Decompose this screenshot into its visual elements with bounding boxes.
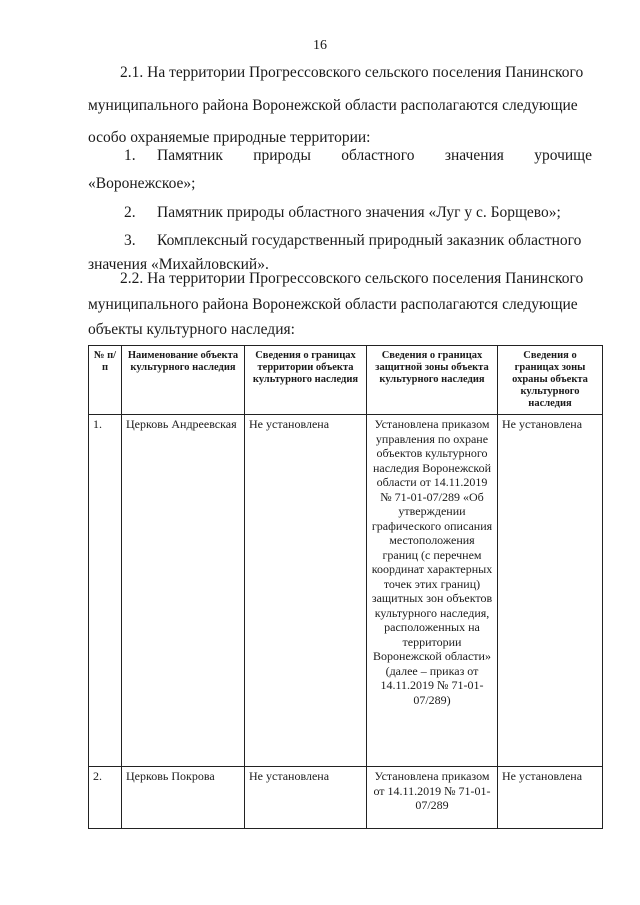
header-territory: Сведения о границах территории объекта культурного наследия <box>245 346 367 415</box>
word: урочище <box>534 147 592 164</box>
table-row <box>89 767 603 829</box>
cell-territory: Не установлена <box>245 415 367 767</box>
protected-area-1-line-1 <box>157 144 592 168</box>
page-number: 16 <box>313 38 327 53</box>
cell-number: 1. <box>89 415 122 767</box>
cell-security-zone: Не установлена <box>498 415 603 767</box>
cell-name: Церковь Покрова <box>122 767 245 829</box>
cell-territory: Не установлена <box>245 767 367 829</box>
header-number: № п/п <box>89 346 122 415</box>
header-name: Наименование объекта культурного наследия <box>122 346 245 415</box>
section-2-2-line-2: муниципального района Воронежской области располагаются следующие <box>88 296 578 313</box>
cell-number: 2. <box>89 767 122 829</box>
section-2-1-line-1: 2.1. На территории Прогрессовского сельского поселения Панинского <box>120 64 584 81</box>
protected-area-3-number: 3. <box>124 232 136 249</box>
cell-name: Церковь Андреевская <box>122 415 245 767</box>
section-2-2-line-3: объекты культурного наследия: <box>88 321 295 338</box>
header-security-zone: Сведения о границах зоны охраны объекта культурного наследия <box>498 346 603 415</box>
section-2-2-line-1: 2.2. На территории Прогрессовского сельского поселения Панинского <box>120 270 584 287</box>
section-2-1-line-2: муниципального района Воронежской области располагаются следующие <box>88 97 578 114</box>
heritage-table <box>88 345 603 829</box>
protected-area-1-number: 1. <box>124 147 136 164</box>
word: природы <box>253 147 311 164</box>
protected-area-1-line-2: «Воронежское»; <box>88 175 196 192</box>
protected-area-2-text: Памятник природы областного значения «Луг у с. Борщево»; <box>157 204 561 221</box>
word: значения <box>444 147 504 164</box>
protected-area-3-line-1: Комплексный государственный природный заказник областного <box>157 232 582 249</box>
section-2-1-line-3: особо охраняемые природные территории: <box>88 129 371 146</box>
table-row <box>89 415 603 767</box>
protected-area-3-line-2: значения «Михайловский». <box>88 256 269 273</box>
cell-security-zone: Не установлена <box>498 767 603 829</box>
protected-area-2-number: 2. <box>124 204 136 221</box>
word: Памятник <box>157 147 223 164</box>
table-header-row <box>89 346 603 415</box>
cell-protective-zone: Установлена приказом от 14.11.2019 № 71-01-07/289 <box>367 767 498 829</box>
header-protective-zone: Сведения о границах защитной зоны объекта культурного наследия <box>367 346 498 415</box>
word: областного <box>341 147 415 164</box>
cell-protective-zone: Установлена приказом управления по охране объектов культурного наследия Воронежской области от 14.11.2019 № 71-01-07/289 «Об утверждении графического описания местоположения границ (с перечнем координат характерных точек этих границ) защитных зон объектов культурного наследия, расположенных на территории Воронежской области» (далее – приказ от 14.11.2019 № 71-01-07/289) <box>367 415 498 767</box>
